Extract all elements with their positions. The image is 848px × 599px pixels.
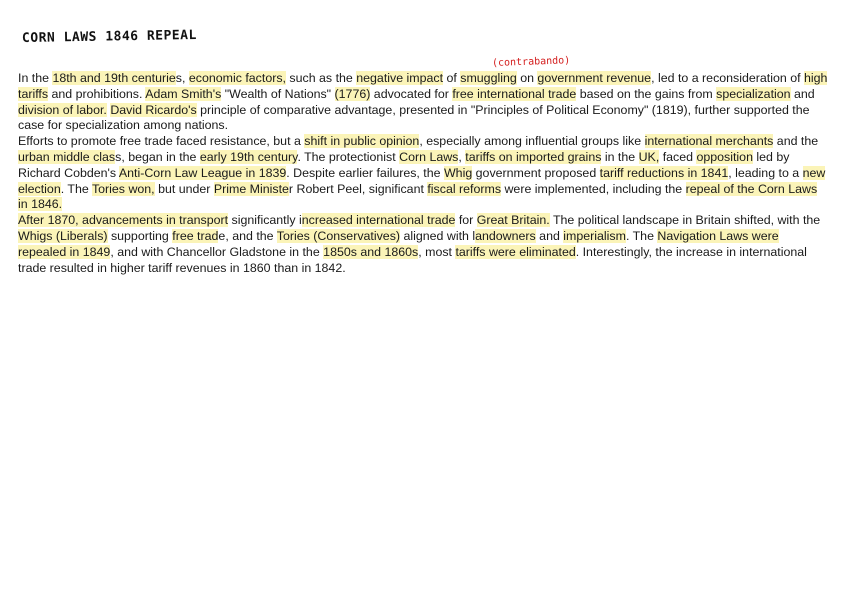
- text-span: . The protectionist: [297, 149, 400, 164]
- highlighted-text: After 1870, advancements in transport: [18, 213, 229, 228]
- text-span: faced: [659, 149, 697, 164]
- highlighted-text: Anti-Corn Law League in 1839: [118, 165, 287, 180]
- paragraph-1: [18, 71, 828, 134]
- highlighted-text: repeal of the Corn Laws in 1846.: [18, 181, 818, 212]
- highlighted-text: new election: [18, 165, 826, 196]
- text-span: . The: [60, 181, 92, 196]
- highlighted-text: specialization: [716, 86, 791, 101]
- text-span: In the: [18, 71, 53, 85]
- text-span: on: [516, 71, 538, 85]
- text-span: , and with Chancellor Gladstone in the: [110, 244, 324, 259]
- highlighted-text: Prime Ministe: [213, 181, 289, 196]
- highlighted-text: free trad: [172, 228, 219, 243]
- text-span: advocated for: [370, 86, 453, 101]
- text-span: and: [790, 86, 815, 101]
- highlighted-text: Tories (Conservatives): [276, 228, 401, 243]
- text-span: supporting: [107, 228, 173, 243]
- highlighted-text: tariff reductions in 1841: [599, 165, 729, 180]
- text-span: ,: [458, 149, 466, 164]
- highlighted-text: fiscal reforms: [427, 181, 502, 196]
- highlighted-text: Great Britain.: [476, 213, 550, 228]
- paragraph-2: [18, 134, 828, 213]
- highlighted-text: high tariffs: [18, 71, 828, 101]
- text-span: and prohibitions.: [48, 86, 146, 101]
- text-span: . Despite earlier failures, the: [286, 165, 444, 180]
- text-span: r Robert Peel, significant: [288, 181, 428, 196]
- highlighted-text: urban middle clas: [18, 149, 116, 164]
- text-span: . The: [625, 228, 658, 243]
- body-text: [18, 71, 828, 276]
- highlighted-text: shift in public opinion: [304, 134, 420, 149]
- text-span: , especially among influential groups like: [419, 134, 645, 149]
- text-span: and: [535, 228, 564, 243]
- highlighted-text: international merchants: [644, 134, 774, 149]
- text-span: aligned with l: [400, 228, 476, 243]
- text-span: for: [455, 213, 477, 228]
- text-span: e, and the: [218, 228, 277, 243]
- highlighted-text: Navigation Laws were repealed in 1849: [18, 228, 779, 259]
- text-span: s,: [175, 71, 189, 85]
- highlighted-text: ncreased international trade: [301, 213, 456, 228]
- highlighted-text: government revenue: [537, 71, 652, 85]
- text-span: s, began in the: [115, 149, 200, 164]
- highlighted-text: UK,: [638, 149, 660, 164]
- highlighted-text: division of labor.: [18, 102, 107, 117]
- text-span: of: [443, 71, 461, 85]
- text-span: such as the: [285, 71, 357, 85]
- text-span: Efforts to promote free trade faced resistance, but a: [18, 134, 305, 149]
- text-span: , leading to a: [728, 165, 803, 180]
- highlighted-text: tariffs on imported grains: [465, 149, 602, 164]
- highlighted-text: imperialism: [563, 228, 626, 243]
- highlighted-text: 1850s and 1860s: [323, 244, 419, 259]
- highlighted-text: tariffs were eliminated: [455, 244, 576, 259]
- text-span: were implemented, including the: [501, 181, 686, 196]
- text-span: "Wealth of Nations": [221, 86, 335, 101]
- highlighted-text: andowners: [475, 228, 536, 243]
- text-span: and the: [773, 134, 819, 149]
- handwritten-annotation: (contrabando): [491, 55, 571, 69]
- text-span: based on the gains from: [576, 86, 717, 101]
- text-span: in the: [601, 149, 639, 164]
- highlighted-text: Whigs (Liberals): [18, 228, 108, 243]
- highlighted-text: Whig: [443, 165, 473, 180]
- highlighted-text: (1776): [334, 86, 371, 101]
- text-span: The political landscape in Britain shifted, with the: [549, 213, 821, 228]
- highlighted-text: 18th and 19th centurie: [52, 71, 176, 85]
- highlighted-text: free international trade: [452, 86, 577, 101]
- text-span: led by Richard Cobden's: [18, 149, 790, 180]
- text-span: government proposed: [472, 165, 600, 180]
- highlighted-text: smuggling: [460, 71, 517, 85]
- text-span: , most: [418, 244, 456, 259]
- text-span: significantly i: [228, 213, 302, 228]
- text-span: , led to a reconsideration of: [651, 71, 804, 85]
- paragraph-3: [18, 213, 828, 276]
- text-span: principle of comparative advantage, presented in "Principles of Political Economy" (1819), further supported the case for specialization among nations.: [18, 102, 810, 133]
- highlighted-text: negative impact: [356, 71, 444, 85]
- highlighted-text: early 19th century: [199, 149, 298, 164]
- highlighted-text: Tories won,: [91, 181, 155, 196]
- highlighted-text: economic factors,: [188, 71, 286, 85]
- text-span: . Interestingly, the increase in international trade resulted in higher tariff revenues in 1860 than in 1842.: [18, 244, 807, 275]
- highlighted-text: Corn Laws: [399, 149, 459, 164]
- text-span: but under: [154, 181, 214, 196]
- page-title: CORN LAWS 1846 REPEAL: [21, 27, 197, 46]
- highlighted-text: opposition: [696, 149, 753, 164]
- highlighted-text: Adam Smith's: [145, 86, 222, 101]
- highlighted-text: David Ricardo's: [110, 102, 197, 117]
